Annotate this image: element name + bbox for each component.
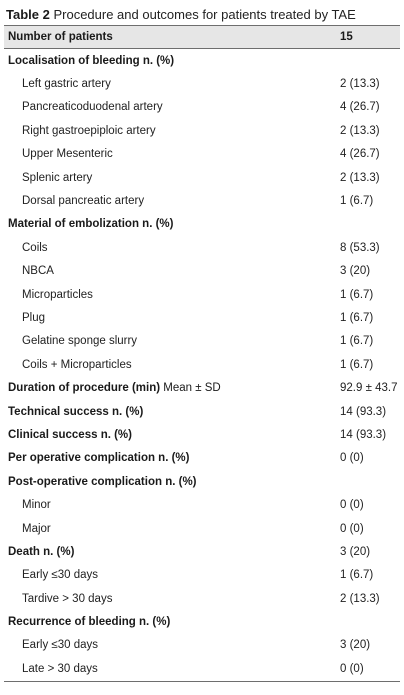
table-row — [4, 447, 400, 470]
row-label-text: Gelatine sponge slurry — [22, 335, 138, 348]
row-section-label — [4, 476, 340, 488]
row-label-text: Duration of procedure (min) — [8, 382, 161, 395]
row-label-text: Splenic artery — [22, 171, 93, 184]
table-row — [4, 353, 400, 376]
row-label-text: Major — [22, 522, 51, 535]
row-label-text: Clinical success n. (%) — [8, 428, 132, 441]
table-row — [4, 236, 400, 259]
row-value: 3 (20) — [340, 545, 371, 558]
table-row — [4, 587, 400, 610]
row-label-text: Left gastric artery — [22, 78, 111, 91]
row-sub-label — [4, 593, 340, 605]
row-label-text: Death n. (%) — [8, 545, 75, 558]
row-label-text: Coils — [22, 241, 48, 254]
row-section-label — [4, 429, 340, 441]
row-sub-label — [4, 523, 340, 535]
row-value: 1 (6.7) — [340, 311, 374, 324]
row-sub-label — [4, 289, 340, 301]
outcomes-table — [4, 4, 400, 682]
row-value: 14 (93.3) — [340, 405, 387, 418]
row-label-text: Material of embolization n. (%) — [8, 218, 174, 231]
row-value: 3 (20) — [340, 265, 371, 278]
table-title — [6, 4, 400, 25]
table-row — [4, 119, 400, 142]
row-section-label — [4, 452, 340, 464]
row-label-text: Late > 30 days — [22, 662, 98, 675]
table-caption: Procedure and outcomes for patients treated by TAE — [53, 7, 356, 22]
row-value: 4 (26.7) — [340, 101, 380, 114]
row-value: 0 (0) — [340, 662, 364, 675]
table-row — [4, 376, 400, 399]
row-sub-label — [4, 569, 340, 581]
table-row — [4, 540, 400, 563]
table-row — [4, 470, 400, 493]
row-label-text: Per operative complication n. (%) — [8, 452, 190, 465]
row-section-label — [4, 382, 340, 394]
row-value: 2 (13.3) — [340, 592, 380, 605]
row-label-text: Early ≤30 days — [22, 569, 98, 582]
table-row — [4, 493, 400, 516]
row-label-text: Dorsal pancreatic artery — [22, 195, 145, 208]
row-sub-label — [4, 639, 340, 651]
row-label-text: Pancreaticoduodenal artery — [22, 101, 163, 114]
row-value: 1 (6.7) — [340, 195, 374, 208]
table-row — [4, 260, 400, 283]
row-label-text: Microparticles — [22, 288, 93, 301]
table-row — [4, 657, 400, 680]
table-number: Table 2 — [6, 7, 50, 22]
row-sub-label — [4, 242, 340, 254]
row-value: 1 (6.7) — [340, 288, 374, 301]
row-value: 4 (26.7) — [340, 148, 380, 161]
table-row — [4, 400, 400, 423]
row-section-label — [4, 55, 340, 67]
row-sub-label — [4, 335, 340, 347]
row-label-text: Coils + Microparticles — [22, 358, 132, 371]
table-row — [4, 423, 400, 446]
row-label-text: Technical success n. (%) — [8, 405, 144, 418]
row-sub-label — [4, 148, 340, 160]
row-sub-label — [4, 359, 340, 371]
row-value: 0 (0) — [340, 499, 364, 512]
row-sub-label — [4, 78, 340, 90]
row-label-text: Upper Mesenteric — [22, 148, 113, 161]
table-row — [4, 564, 400, 587]
table-row — [4, 49, 400, 72]
row-section-label — [4, 616, 340, 628]
row-value: 0 (0) — [340, 522, 364, 535]
table-row — [4, 610, 400, 633]
table-row — [4, 213, 400, 236]
row-value: 2 (13.3) — [340, 124, 380, 137]
row-sub-label — [4, 265, 340, 277]
row-sub-label — [4, 125, 340, 137]
row-label-text: Localisation of bleeding n. (%) — [8, 54, 175, 67]
row-sub-label — [4, 172, 340, 184]
row-sub-label — [4, 195, 340, 207]
row-section-label — [4, 546, 340, 558]
row-label-text: Post-operative complication n. (%) — [8, 475, 197, 488]
row-value: 1 (6.7) — [340, 335, 374, 348]
table-row — [4, 166, 400, 189]
table-row — [4, 72, 400, 95]
header-value: 15 — [340, 31, 353, 43]
row-label-text: Early ≤30 days — [22, 639, 98, 652]
row-value: 1 (6.7) — [340, 358, 374, 371]
row-label-text: Plug — [22, 311, 46, 324]
table-row — [4, 283, 400, 306]
row-section-label — [4, 406, 340, 418]
header-label: Number of patients — [8, 31, 113, 43]
row-sub-label — [4, 312, 340, 324]
row-section-label — [4, 218, 340, 230]
table-row — [4, 634, 400, 657]
row-value: 0 (0) — [340, 452, 364, 465]
table-row — [4, 96, 400, 119]
row-value: 92.9 ± 43.7 — [340, 382, 398, 395]
row-value: 8 (53.3) — [340, 241, 380, 254]
row-label-text: Recurrence of bleeding n. (%) — [8, 616, 171, 629]
row-sub-label — [4, 101, 340, 113]
table-row — [4, 306, 400, 329]
row-sub-label — [4, 663, 340, 675]
row-value: 3 (20) — [340, 639, 371, 652]
table-row — [4, 517, 400, 540]
row-label-extra: Mean ± SD — [160, 382, 221, 395]
table-header-row — [4, 25, 400, 49]
row-value: 1 (6.7) — [340, 569, 374, 582]
table-row — [4, 330, 400, 353]
row-value: 2 (13.3) — [340, 171, 380, 184]
row-label-text: Tardive > 30 days — [22, 592, 113, 605]
table-body — [4, 49, 400, 682]
table-row — [4, 143, 400, 166]
row-value: 2 (13.3) — [340, 78, 380, 91]
row-sub-label — [4, 499, 340, 511]
table-row — [4, 189, 400, 212]
row-label-text: Right gastroepiploic artery — [22, 124, 156, 137]
row-value: 14 (93.3) — [340, 428, 387, 441]
row-label-text: Minor — [22, 499, 51, 512]
row-label-text: NBCA — [22, 265, 54, 278]
